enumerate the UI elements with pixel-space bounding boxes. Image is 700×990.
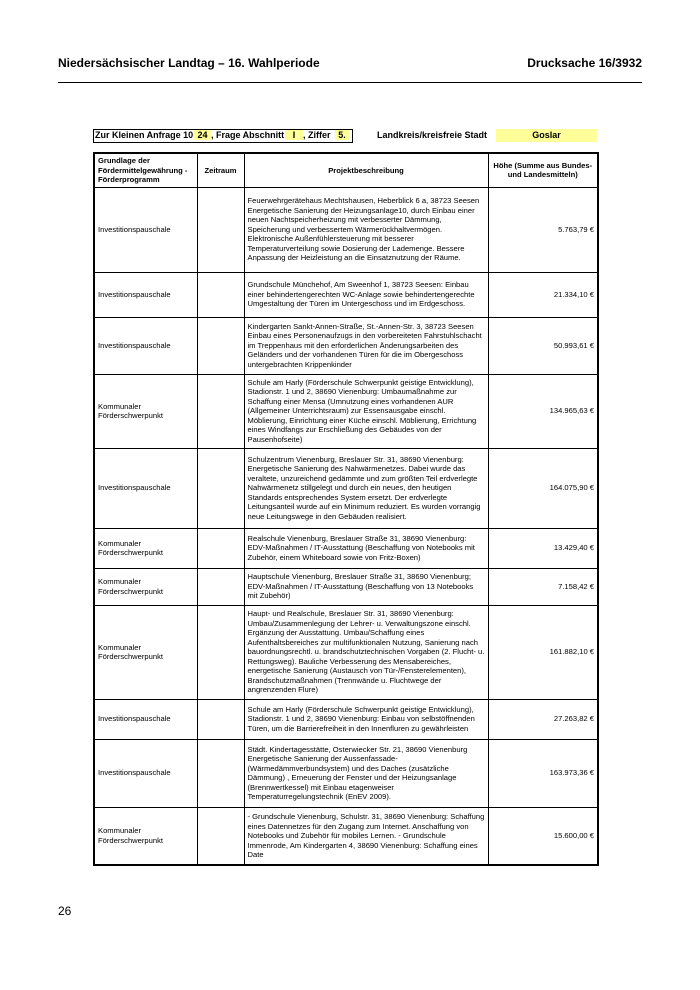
district-value: Goslar [496, 129, 597, 142]
table-row [94, 317, 598, 374]
description-cell: Haupt- und Realschule, Breslauer Str. 31, 38690 Vienenburg: Umbau/Zusammenlegung der Lehrer- u. Verwaltungszone einschl. Ergänzung der Ausstattung. Umbau/Schaffung eines Aufenthaltsbereiches zur multifunktionalen Nutzung, Sanierung nach bauordnungsrechtl. u. brandschutztechnischen Vorgaben (2. Flucht- u. Rettungsweg). Bauliche Verbesserung des Mensabereiches, energetische Sanierung (Austausch von Tür-/Fensterelementen), Brandschutzmaßnahmen (Trennwände u. Fluchtwege der angrenzenden Flure) [244, 605, 488, 699]
program-cell: Investitionspauschale [94, 739, 197, 807]
period-cell [197, 528, 244, 568]
program-cell: Kommunaler Förderschwerpunkt [94, 605, 197, 699]
item-value: 5. [335, 130, 349, 140]
table-row [94, 187, 598, 272]
description-cell: Kindergarten Sankt-Annen-Straße, St.-Annen-Str. 3, 38723 Seesen Einbau eines Personenaufzugs in den vorbereiteten Fahrstuhlschacht im Treppenhaus mit den erforderlichen Änderungsarbeiten des Geländers und der vorhandenen Türen für die im Obergeschoss untergebrachten Krippenkinder [244, 317, 488, 374]
amount-cell: 5.763,79 € [488, 187, 598, 272]
item-label: , Ziffer [303, 130, 331, 140]
period-cell [197, 605, 244, 699]
period-cell [197, 272, 244, 317]
district-label: Landkreis/kreisfreie Stadt [377, 130, 488, 140]
description-cell: Schule am Harly (Förderschule Schwerpunkt geistige Entwicklung), Stadionstr. 1 und 2, 38690 Vienenburg: Umbaumaßnahme zur Schaffung einer Mensa (Umnutzung eines vorhandenen AUR (Allgemeiner Unterrichtsraum) zur Essensausgabe einschl. Möblierung, Einrichtung einer Küche einschl. Möblierung, Errichtung eines Windfangs zur Erschließung des Gebäudes von der Pausenhofseite) [244, 374, 488, 448]
amount-cell: 163.973,36 € [488, 739, 598, 807]
program-cell: Kommunaler Förderschwerpunkt [94, 528, 197, 568]
question-prefix: Zur Kleinen Anfrage 10 [95, 130, 194, 140]
col-header-period: Zeitraum [197, 153, 244, 187]
page-number: 26 [58, 904, 72, 918]
table-row [94, 739, 598, 807]
document-number: Drucksache 16/3932 [527, 56, 642, 70]
funding-table [93, 152, 599, 866]
section-label: , Frage Abschnitt [211, 130, 285, 140]
program-cell: Kommunaler Förderschwerpunkt [94, 568, 197, 605]
col-header-amount: Höhe (Summe aus Bundes- und Landesmitteln) [488, 153, 598, 187]
table-row [94, 605, 598, 699]
program-cell: Investitionspauschale [94, 699, 197, 739]
description-cell: Städt. Kindertagesstätte, Osterwiecker Str. 21, 38690 Vienenburg Energetische Sanierung der Aussenfassade- (Wärmedämmverbundsystem) und des Daches (zusätzliche Dämmung) , Erneuerung der Fenster und der Heizungsanlage (Brennwertkessel) mit Einbau etagenweiser Temperaturregelungstechnik (EnEV 2009). [244, 739, 488, 807]
table-row [94, 568, 598, 605]
table-row [94, 699, 598, 739]
program-cell: Investitionspauschale [94, 272, 197, 317]
question-bar [93, 129, 598, 142]
amount-cell: 15.600,00 € [488, 807, 598, 865]
amount-cell: 7.158,42 € [488, 568, 598, 605]
amount-cell: 134.965,63 € [488, 374, 598, 448]
amount-cell: 21.334,10 € [488, 272, 598, 317]
period-cell [197, 699, 244, 739]
table-row [94, 528, 598, 568]
col-header-description: Projektbeschreibung [244, 153, 488, 187]
program-cell: Kommunaler Förderschwerpunkt [94, 807, 197, 865]
description-cell: - Grundschule Vienenburg, Schulstr. 31, 38690 Vienenburg: Schaffung eines Datennetzes für den Zugang zum Internet. Anschaffung von Notebooks und Zubehör für mobiles Lernen. - Grundschule Immenrode, Am Kindergarten 4, 38690 Vienenburg: Schaffung eines Date [244, 807, 488, 865]
amount-cell: 27.263,82 € [488, 699, 598, 739]
table-row [94, 272, 598, 317]
period-cell [197, 807, 244, 865]
description-cell: Schule am Harly (Förderschule Schwerpunkt geistige Entwicklung), Stadionstr. 1 und 2, 38690 Vienenburg: Einbau von selbstöffnenden Türen, um die Barrierefreiheit in den Innenfluren zu gewährleisten [244, 699, 488, 739]
description-cell: Hauptschule Vienenburg, Breslauer Straße 31, 38690 Vienenburg; EDV-Maßnahmen / IT-Ausstattung (Beschaffung von 13 Notebooks mit Zubehör) [244, 568, 488, 605]
program-cell: Investitionspauschale [94, 317, 197, 374]
program-cell: Kommunaler Förderschwerpunkt [94, 374, 197, 448]
description-cell: Schulzentrum Vienenburg, Breslauer Str. 31, 38690 Vienenburg: Energetische Sanierung des Nahwärmenetzes. Dabei wurde das veraltete, unzureichend gedämmte und zum größten Teil erdverlegte Nahwärmenetz stillgelegt und durch ein neues, den heutigen Standards entsprechendes System ersetzt. Der erdverlegte Leitungsanteil wurde auf ein Minimum reduziert. Es wurden vorrangig neue Leitungswege in den Gebäuden realisiert. [244, 448, 488, 528]
amount-cell: 164.075,90 € [488, 448, 598, 528]
period-cell [197, 739, 244, 807]
section-value: I [285, 130, 303, 140]
amount-cell: 13.429,40 € [488, 528, 598, 568]
amount-cell: 161.882,10 € [488, 605, 598, 699]
table-row [94, 448, 598, 528]
description-cell: Feuerwehrgerätehaus Mechtshausen, Heberblick 6 a, 38723 Seesen Energetische Sanierung der Heizungsanlage10, durch Einbau einer neuen Nachtspeicherheizung mit verbesserter Dämmung, Speicherung und verbessertem Wärmerückhaltvermögen. Elektronische Außenfühlersteuerung mit besserer Temperaturverteilung sowie Dosierung der Lademenge. Bessere Anpassung der Heizleistung an die Einsatznutzung der Räume. [244, 187, 488, 272]
question-number: 24 [194, 130, 211, 140]
period-cell [197, 568, 244, 605]
program-cell: Investitionspauschale [94, 187, 197, 272]
period-cell [197, 187, 244, 272]
description-cell: Realschule Vienenburg, Breslauer Straße 31, 38690 Vienenburg: EDV-Maßnahmen / IT-Ausstattung (Beschaffung von Notebooks mit Zubehör, einem Whiteboard sowie von Fritz-Boxen) [244, 528, 488, 568]
col-header-program: Grundlage der Fördermittelgewährung - Förderprogramm [94, 153, 197, 187]
program-cell: Investitionspauschale [94, 448, 197, 528]
period-cell [197, 448, 244, 528]
header-title: Niedersächsischer Landtag – 16. Wahlperiode [58, 56, 320, 70]
period-cell [197, 317, 244, 374]
description-cell: Grundschule Münchehof, Am Sweenhof 1, 38723 Seesen: Einbau einer behindertengerechten WC-Anlage sowie behindertengerechte Umgestaltung der Türen im Untergeschoss und im Erdgeschoss. [244, 272, 488, 317]
table-row [94, 807, 598, 865]
table-row [94, 374, 598, 448]
amount-cell: 50.993,61 € [488, 317, 598, 374]
header-divider [58, 82, 642, 83]
period-cell [197, 374, 244, 448]
